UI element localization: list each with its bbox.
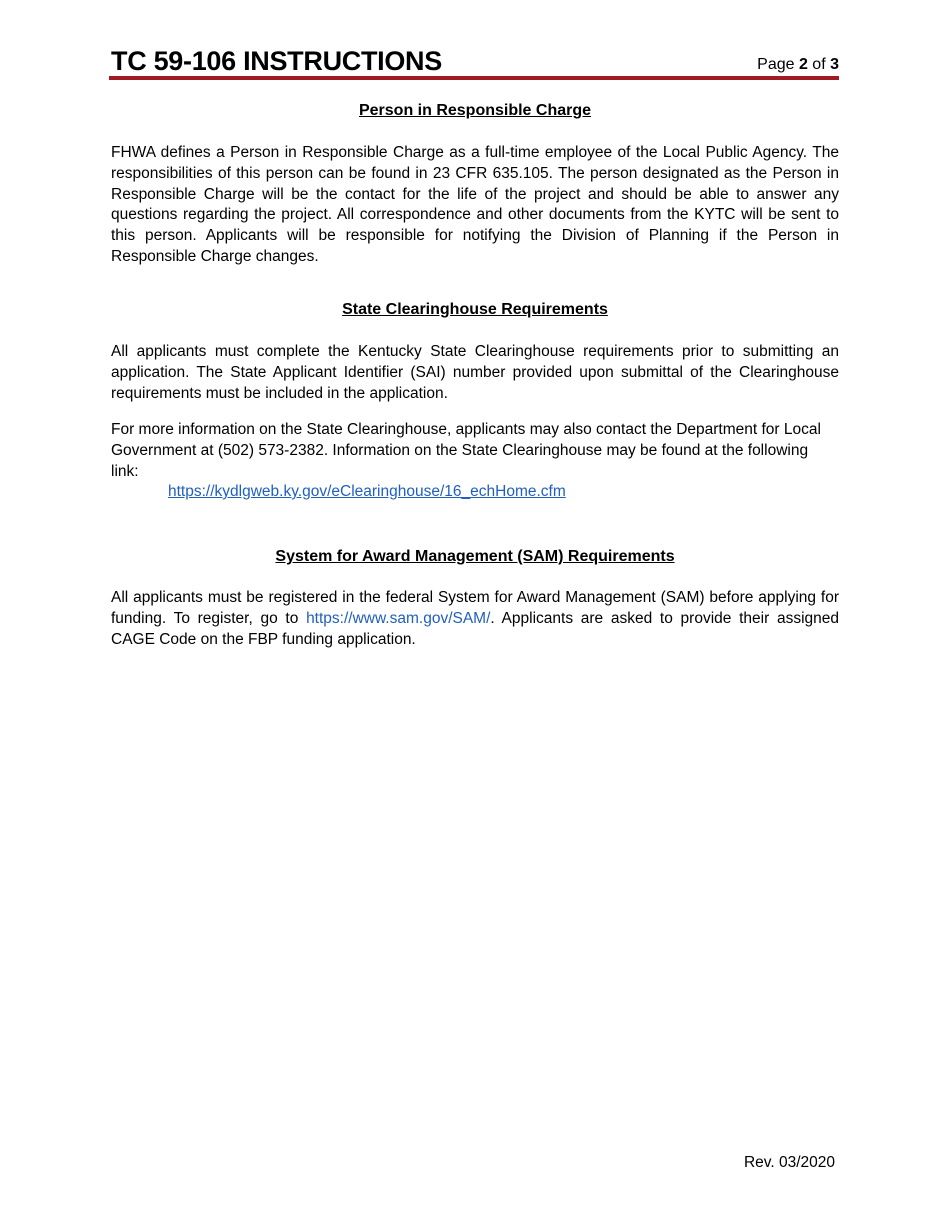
sam-text-after: . Applicants are asked to provide their assigned CAGE Code on the FBP funding application. — [111, 609, 839, 648]
prc-paragraph: FHWA defines a Person in Responsible Charge as a full-time employee of the Local Public Agency. The responsibilities of this person can be found in 23 CFR 635.105. The person designated as the Person in Responsible Charge will be the contact for the life of the project and should be able to answer any questions regarding the project. All correspondence and other documents from the KYTC will be sent to this person. Applicants will be responsible for notifying the Division of Planning if the Person in Responsible Charge changes. — [111, 144, 839, 265]
sam-paragraph — [111, 588, 839, 650]
page-indicator — [757, 54, 839, 76]
sam-text-before: All applicants must be registered in the federal System for Award Management (SAM) before applying for funding. To register, go to — [111, 589, 839, 627]
prc-heading: Person in Responsible Charge — [358, 102, 592, 119]
header-divider — [109, 76, 839, 80]
page-prefix: Page — [757, 56, 799, 73]
clearinghouse-paragraph-2: For more information on the State Clearinghouse, applicants may also contact the Department for Local Government at (502) 573-2382. Information on the State Clearinghouse may be found at the following link: — [111, 421, 821, 480]
clearinghouse-link[interactable]: https://kydlgweb.ky.gov/eClearinghouse/16_echHome.cfm — [168, 483, 566, 500]
sam-heading: System for Award Management (SAM) Requirements — [275, 548, 675, 565]
document-title: TC 59-106 INSTRUCTIONS — [111, 46, 442, 76]
clearinghouse-paragraph-1: All applicants must complete the Kentucky State Clearinghouse requirements prior to submitting an application. The State Applicant Identifier (SAI) number provided upon submittal of the Clearinghouse requirements must be included in the application. — [111, 343, 839, 402]
clearinghouse-heading: State Clearinghouse Requirements — [342, 301, 608, 318]
sam-link[interactable]: https://www.sam.gov/SAM/ — [306, 609, 491, 627]
page-total: 3 — [830, 56, 839, 73]
page-of: of — [807, 56, 831, 73]
page-header — [111, 44, 839, 76]
revision-date: Rev. 03/2020 — [743, 1154, 835, 1171]
page-current: 2 — [798, 56, 808, 73]
